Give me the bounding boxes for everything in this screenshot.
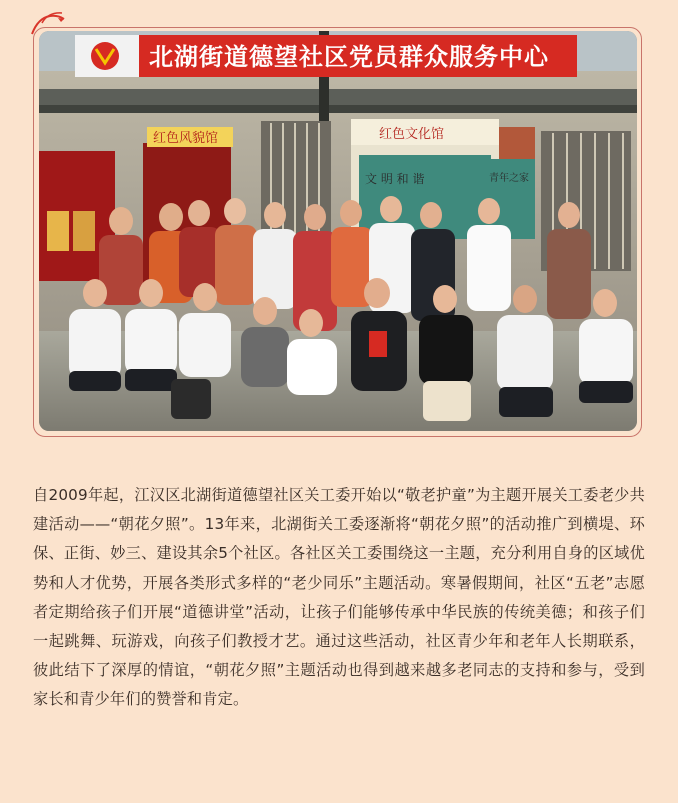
article-paragraph: 自2009年起，江汉区北湖街道德望社区关工委开始以“敬老护童”为主题开展关工委老少共建活动——“朝花夕照”。13年来，北湖街关工委逐渐将“朝花夕照”的活动推广到横堤、环保、正街、妙三、建设其余5个社区。各社区关工委围绕这一主题，充分利用自身的区域优势和人才优势，开展各类形式多样的“老少同乐”主题活动。寒暑假期间，社区“五老”志愿者定期给孩子们开展“道德讲堂”活动，让孩子们能够传承中华民族的传统美德；和孩子们一起跳舞、玩游戏，向孩子们教授才艺。通过这些活动，社区青少年和老年人长期联系，彼此结下了深厚的情谊，“朝花夕照”主题活动也得到越来越多老同志的支持和参与，受到家长和青少年们的赞誉和肯定。 bbox=[33, 486, 645, 709]
svg-text:红色文化馆: 红色文化馆 bbox=[379, 127, 445, 142]
group-photo bbox=[39, 31, 637, 431]
svg-text:红色风貌馆: 红色风貌馆 bbox=[153, 131, 219, 146]
plaque-left bbox=[147, 127, 233, 147]
svg-text:文 明 和 谐: 文 明 和 谐 bbox=[365, 172, 425, 186]
sign-text: 北湖街道德望社区党员群众服务中心 bbox=[149, 43, 549, 71]
svg-text:青年之家: 青年之家 bbox=[489, 173, 529, 184]
building-sign bbox=[75, 35, 577, 77]
